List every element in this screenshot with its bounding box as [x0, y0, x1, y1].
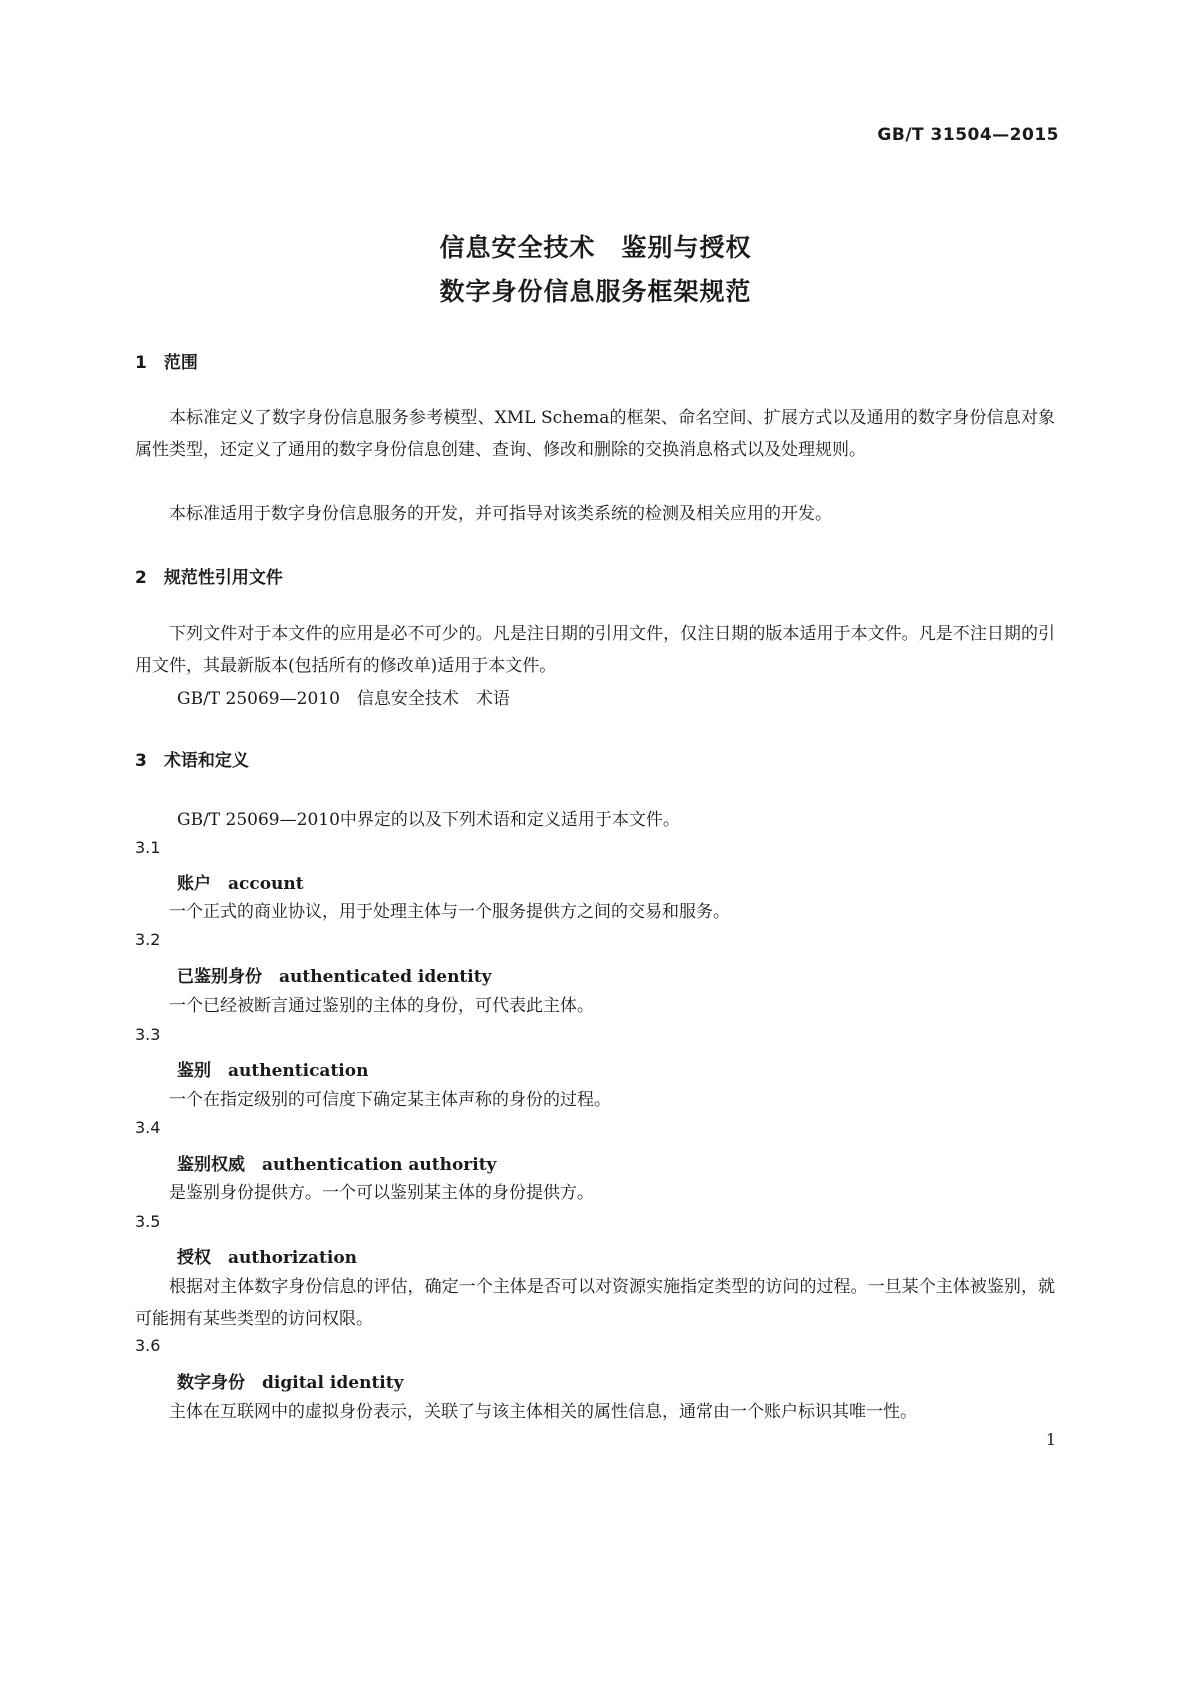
term-name [177, 1056, 368, 1081]
term-name-zh: 账户 [177, 874, 211, 894]
section-2-heading: 2 规范性引用文件 [135, 568, 283, 588]
section-2-paragraph-1: 下列文件对于本文件的应用是必不可少的。凡是注日期的引用文件，仅注日期的版本适用于本文件。凡是不注日期的引用文件，其最新版本(包括所有的修改单)适用于本文件。 [135, 624, 1055, 676]
term-name [177, 1150, 496, 1175]
term-number: 3.2 [135, 930, 161, 949]
term-number: 3.3 [135, 1025, 161, 1044]
term-name-zh: 已鉴别身份 [177, 967, 262, 987]
term-name-en: account [228, 874, 304, 894]
term-name-en: authenticated identity [279, 967, 492, 987]
term-definition: 是鉴别身份提供方。一个可以鉴别某主体的身份提供方。 [169, 1183, 594, 1203]
term-name-en: authorization [228, 1248, 358, 1268]
term-name [177, 869, 304, 894]
section-3-heading: 3 术语和定义 [135, 751, 249, 771]
title-line-2: 数字身份信息服务框架规范 [439, 277, 752, 306]
term-number: 3.1 [135, 838, 161, 857]
section-1-paragraph-1: 本标准定义了数字身份信息服务参考模型、XML Schema的框架、命名空间、扩展方式以及通用的数字身份信息对象属性类型，还定义了通用的数字身份信息创建、查询、修改和删除的交换消息格式以及处理规则。 [135, 408, 1055, 460]
term-name-zh: 数字身份 [177, 1373, 245, 1393]
term-number: 3.5 [135, 1212, 161, 1231]
title-line-1: 信息安全技术 鉴别与授权 [439, 233, 752, 262]
term-definition: 主体在互联网中的虚拟身份表示，关联了与该主体相关的属性信息，通常由一个账户标识其唯一性。 [169, 1402, 917, 1422]
term-name [177, 962, 491, 987]
term-name-en: authentication [228, 1061, 369, 1081]
section-1-heading: 1 范围 [135, 353, 198, 373]
term-number: 3.6 [135, 1336, 161, 1355]
document-title [0, 226, 1191, 314]
term-number: 3.4 [135, 1118, 161, 1137]
standard-number: GB/T 31504—2015 [877, 125, 1059, 145]
term-name-zh: 鉴别权威 [177, 1155, 245, 1175]
term-name-zh: 鉴别 [177, 1061, 211, 1081]
term-name [177, 1368, 404, 1393]
term-name-en: authentication authority [262, 1155, 497, 1175]
term-definition: 一个正式的商业协议，用于处理主体与一个服务提供方之间的交易和服务。 [169, 902, 730, 922]
term-name-zh: 授权 [177, 1248, 211, 1268]
section-1-paragraph-2: 本标准适用于数字身份信息服务的开发，并可指导对该类系统的检测及相关应用的开发。 [169, 504, 832, 524]
page-number: 1 [1045, 1430, 1056, 1449]
term-definition: 一个已经被断言通过鉴别的主体的身份，可代表此主体。 [169, 996, 594, 1016]
term-definition: 根据对主体数字身份信息的评估，确定一个主体是否可以对资源实施指定类型的访问的过程。一旦某个主体被鉴别，就可能拥有某些类型的访问权限。 [135, 1277, 1055, 1329]
section-3-intro: GB/T 25069—2010中界定的以及下列术语和定义适用于本文件。 [177, 810, 680, 830]
term-name [177, 1243, 357, 1268]
normative-reference: GB/T 25069—2010 信息安全技术 术语 [177, 689, 510, 709]
term-definition: 一个在指定级别的可信度下确定某主体声称的身份的过程。 [169, 1090, 611, 1110]
term-name-en: digital identity [262, 1373, 404, 1393]
